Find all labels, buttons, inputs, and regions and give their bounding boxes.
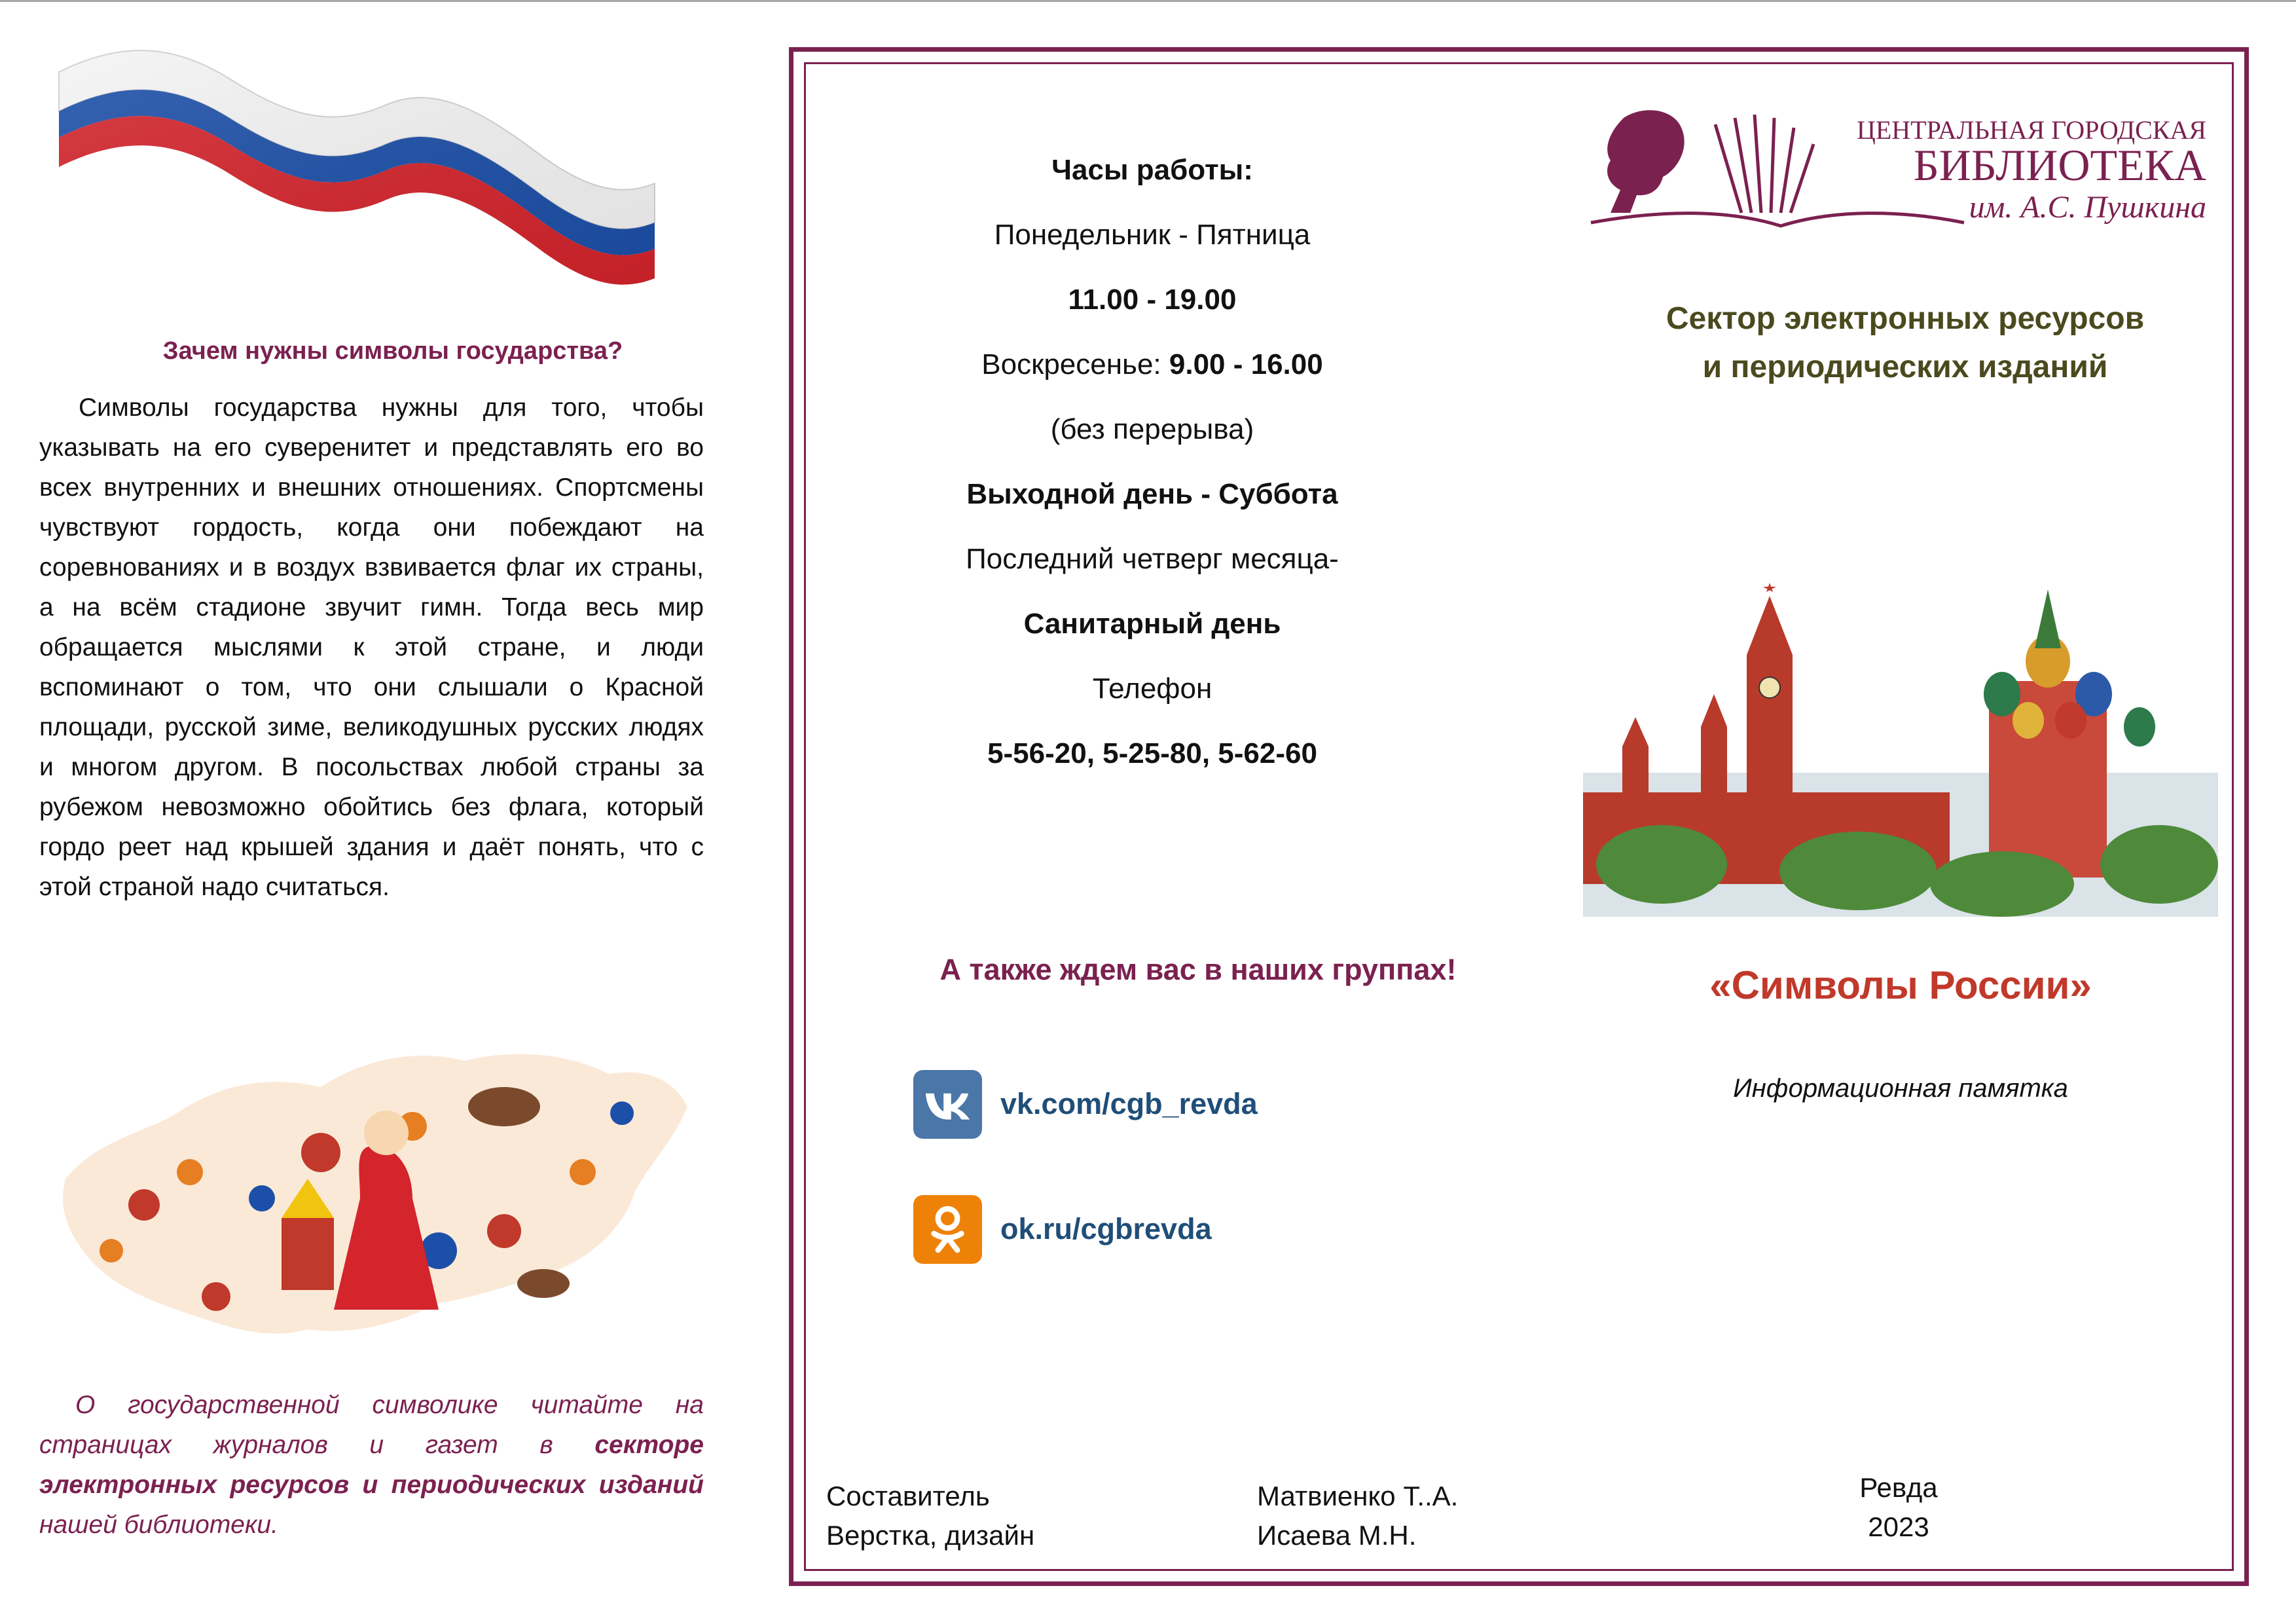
layout-label: Верстка, дизайн xyxy=(826,1520,1035,1551)
sector-title-line1: Сектор электронных ресурсов xyxy=(1666,301,2145,336)
hours-day-off: Выходной день - Суббота xyxy=(966,478,1338,510)
note-text-part2: нашей библиотеки. xyxy=(39,1511,278,1539)
layout-name: Исаева М.Н. xyxy=(1257,1520,1417,1551)
symbols-explanation-text: Символы государства нужны для того, чтобы указывать на его суверенитет и представлять его во всех внутренних и внешних отношениях. Спортсмены чувствуют гордость, когда они побеждают на соревнованиях и в воздух взвивается флаг их страны, а на всём стадионе звучит гимн. Тогда весь мир обращается мыслями к этой стране, и люди вспоминают о том, что они слышали о Красной площади, русской зиме, великодушных русских людях и многом другом. В посольствах любой страны за рубежом невозможно обойтись без флага, который гордо реет над крышей здания и даёт понять, что с этой страной надо считаться. xyxy=(39,394,704,901)
russia-culture-map-illustration xyxy=(46,1035,701,1349)
library-logo xyxy=(1584,98,2213,239)
left-panel xyxy=(0,0,773,1624)
hours-no-break: (без перерыва) xyxy=(1050,413,1254,445)
russian-flag-ribbon-image xyxy=(46,33,687,295)
vk-logo-icon xyxy=(913,1070,982,1139)
hours-sunday-time: 9.00 - 16.00 xyxy=(1169,348,1323,380)
note-text-part1: О государственной символике читайте на страницах журналов и газет в xyxy=(39,1391,704,1459)
compiler-name: Матвиенко Т..А. xyxy=(1257,1481,1459,1511)
hours-last-thursday: Последний четверг месяца- xyxy=(966,543,1339,575)
credits-place-year xyxy=(1833,1468,1964,1547)
hours-sunday-row xyxy=(871,342,1434,407)
note-text-bold: секторе электронных ресурсов и периодических изданий xyxy=(39,1431,704,1499)
social-groups-heading: А также ждем вас в наших группах! xyxy=(939,953,1457,986)
brochure-subtitle: Информационная памятка xyxy=(1733,1074,2068,1103)
ok-group-row[interactable] xyxy=(913,1194,1212,1264)
credits-names xyxy=(1257,1477,1458,1555)
hours-weekdays: Понедельник - Пятница xyxy=(994,219,1311,251)
publication-year: 2023 xyxy=(1868,1511,1929,1542)
compiler-label: Составитель xyxy=(826,1481,990,1511)
vk-link[interactable]: vk.com/cgb_revda xyxy=(1000,1087,1258,1120)
opening-hours-block xyxy=(871,147,1434,796)
hours-title: Часы работы: xyxy=(1051,154,1253,186)
ok-logo-icon xyxy=(913,1195,982,1264)
city-name: Ревда xyxy=(1859,1472,1938,1503)
logo-line3: им. А.С. Пушкина xyxy=(1969,190,2206,225)
hours-phone-numbers: 5-56-20, 5-25-80, 5-62-60 xyxy=(987,737,1317,769)
credits-labels xyxy=(826,1477,1034,1555)
moscow-kremlin-image xyxy=(1583,576,2218,917)
sector-title-line2: и периодических изданий xyxy=(1702,350,2108,384)
ok-link[interactable]: ok.ru/cgbrevda xyxy=(1000,1212,1212,1246)
logo-line1: ЦЕНТРАЛЬНАЯ ГОРОДСКАЯ xyxy=(1856,115,2206,145)
logo-line2: БИБЛИОТЕКА xyxy=(1913,140,2206,190)
pushkin-profile-icon xyxy=(1607,110,1685,213)
symbols-question-heading: Зачем нужны символы государства? xyxy=(162,337,623,365)
periodicals-invitation-note xyxy=(39,1385,704,1545)
hours-phone-label: Телефон xyxy=(1092,673,1212,705)
hours-weekday-time: 11.00 - 19.00 xyxy=(1068,284,1237,316)
vk-group-row[interactable] xyxy=(913,1069,1258,1139)
brochure-title: «Символы России» xyxy=(1709,963,2092,1007)
sector-title xyxy=(1591,295,2219,392)
hours-sunday-label: Воскресенье: xyxy=(981,348,1169,380)
hours-sanitary-day: Санитарный день xyxy=(1023,608,1281,640)
